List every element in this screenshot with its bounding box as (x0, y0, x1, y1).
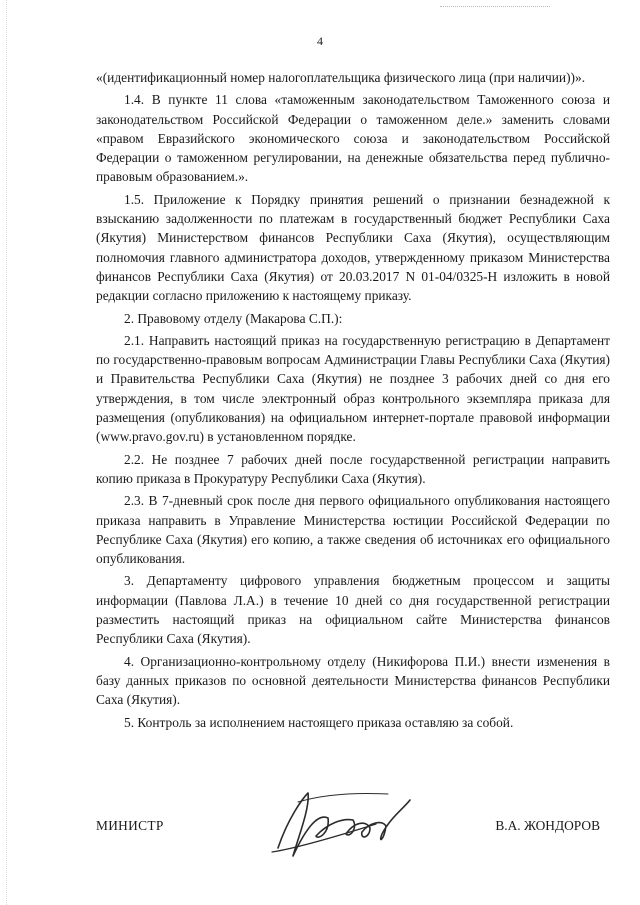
paragraph-2-2: 2.2. Не позднее 7 рабочих дней после государственной регистрации направить копию приказа в Прокуратуру Республики Саха (Якутия). (96, 451, 610, 486)
document-body (96, 68, 610, 735)
scan-edge (6, 0, 8, 905)
paragraph-2-1: 2.1. Направить настоящий приказ на государственную регистрацию в Департамент по государственно-правовым вопросам Администрации Главы Республики Саха (Якутия) и Правительства Республики Саха (Якутия) не позднее 3 рабочих дней со дня его утверждения, в том числе электронный образ контрольного экземпляра приказа для размещения (опубликования) на официальном интернет-портале правовой информации (www.pravo.gov.ru) в установленном порядке. (96, 332, 610, 445)
paragraph-1-4: 1.4. В пункте 11 слова «таможенным законодательством Таможенного союза и законодательством Российской Федерации о таможенном деле.» заменить словами «правом Евразийского экономического союза и законодательством Российской Федерации о таможенном регулировании, на денежные обязательства перед публично-правовым образованием.». (96, 92, 610, 185)
signatory-title: МИНИСТР (96, 818, 164, 833)
paragraph-2-3: 2.3. В 7-дневный срок после дня первого официального опубликования настоящего приказа направить в Управление Министерства юстиции Российской Федерации по Республике Саха (Якутия) его копию, а также сведения об источниках его официального опубликования. (96, 493, 610, 567)
paragraph-4: 4. Организационно-контрольному отделу (Никифорова П.И.) внести изменения в базу данных приказов по основной деятельности Министерства финансов Республики Саха (Якутия). (96, 653, 610, 708)
paragraph-2: 2. Правовому отделу (Макарова С.П.): (124, 310, 343, 326)
signature-block (96, 818, 610, 848)
signatory-name: В.А. ЖОНДОРОВ (495, 818, 600, 833)
paragraph-continuation: «(идентификационный номер налогоплательщика физического лица (при наличии))». (96, 70, 586, 85)
paragraph-3: 3. Департаменту цифрового управления бюджетным процессом и защиты информации (Павлова Л.А.) в течение 10 дней со дня государственной регистрации разместить настоящий приказ на официальном сайте Министерства финансов Республики Саха (Якутия). (96, 573, 610, 647)
header-scan-mark (440, 0, 550, 7)
paragraph-5: 5. Контроль за исполнением настоящего приказа оставляю за собой. (124, 714, 514, 730)
paragraph-1-5: 1.5. Приложение к Порядку принятия решений о признании безнадежной к взысканию задолженности по платежам в государственный бюджет Республики Саха (Якутия) Министерством финансов Республики Саха (Якутия), осуществляющим полномочия главного администратора доходов, утвержденному приказом Министерства финансов Республики Саха (Якутия) от 20.03.2017 N 01-04/0325-Н изложить в новой редакции согласно приложению к настоящему приказу. (96, 191, 610, 304)
page-number: 4 (317, 34, 323, 48)
